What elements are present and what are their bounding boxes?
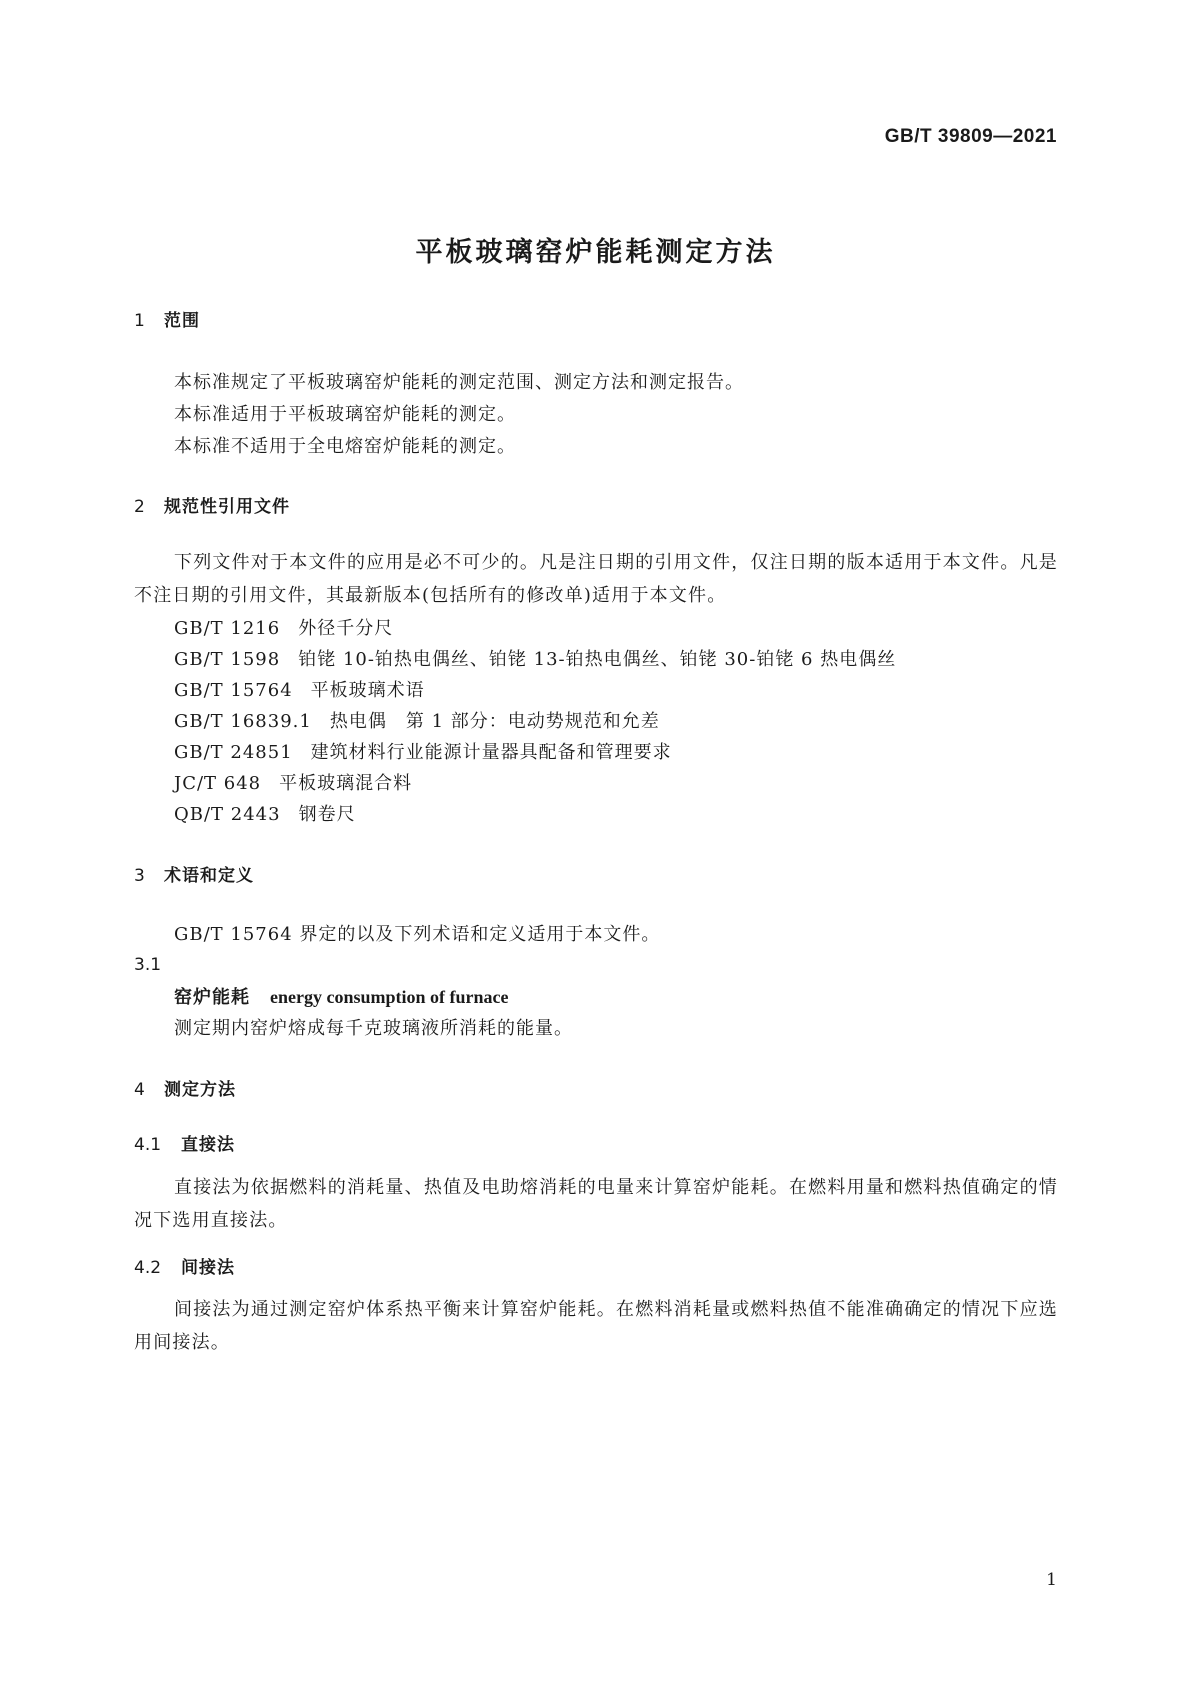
subsection-number: 4.1: [134, 1135, 162, 1155]
reference-item: [174, 800, 356, 826]
reference-code: GB/T 24851: [174, 742, 293, 763]
reference-item: [174, 676, 425, 702]
section-title: 测定方法: [164, 1080, 236, 1100]
term-definition: 测定期内窑炉熔成每千克玻璃液所消耗的能量。: [174, 1018, 573, 1039]
section-number: 3: [134, 866, 145, 886]
reference-item: [174, 707, 660, 733]
term-chinese: 窑炉能耗: [174, 987, 250, 1008]
subsection-number: 4.2: [134, 1258, 162, 1278]
reference-title: 外径千分尺: [298, 618, 394, 639]
reference-title: 平板玻璃混合料: [279, 773, 413, 794]
document-title: 平板玻璃窑炉能耗测定方法: [415, 237, 776, 268]
section-heading-terms: [134, 861, 254, 886]
section-heading-normative: [134, 492, 290, 517]
term-number: 3.1: [134, 955, 162, 975]
section-number: 1: [134, 311, 145, 331]
reference-title: 建筑材料行业能源计量器具配备和管理要求: [310, 742, 672, 763]
subsection-title: 间接法: [181, 1258, 235, 1278]
subsection-title: 直接法: [181, 1135, 235, 1155]
subsection-heading-indirect: [134, 1253, 235, 1278]
term-english: energy consumption of furnace: [270, 987, 509, 1007]
page-number: 1: [1046, 1570, 1057, 1590]
section-heading-scope: [134, 306, 200, 331]
direct-method-text: 直接法为依据燃料的消耗量、热值及电助熔消耗的电量来计算窑炉能耗。在燃料用量和燃料热值确定的情况下选用直接法。: [134, 1177, 1058, 1231]
reference-title: 平板玻璃术语: [310, 680, 425, 701]
reference-item: [174, 738, 672, 764]
section-number: 4: [134, 1080, 145, 1100]
subsection-heading-direct: [134, 1130, 235, 1155]
reference-code: GB/T 16839.1: [174, 711, 312, 732]
section-title: 术语和定义: [164, 866, 254, 886]
scope-paragraph: 本标准不适用于全电熔窑炉能耗的测定。: [174, 436, 516, 457]
reference-item: [174, 614, 393, 640]
section-title: 规范性引用文件: [164, 497, 290, 517]
terms-intro: GB/T 15764 界定的以及下列术语和定义适用于本文件。: [174, 924, 661, 945]
scope-paragraph: 本标准适用于平板玻璃窑炉能耗的测定。: [174, 404, 516, 425]
scope-paragraph: 本标准规定了平板玻璃窑炉能耗的测定范围、测定方法和测定报告。: [174, 372, 744, 393]
reference-code: GB/T 1598: [174, 649, 281, 670]
term-entry: [174, 983, 508, 1009]
section-title: 范围: [164, 311, 200, 331]
reference-title: 铂铑 10-铂热电偶丝、铂铑 13-铂热电偶丝、铂铑 30-铂铑 6 热电偶丝: [298, 649, 897, 670]
section-number: 2: [134, 497, 145, 517]
standard-number: GB/T 39809—2021: [884, 126, 1057, 147]
reference-code: JC/T 648: [174, 773, 262, 794]
reference-item: [174, 645, 896, 671]
reference-code: GB/T 15764: [174, 680, 293, 701]
reference-item: [174, 769, 412, 795]
section-heading-method: [134, 1075, 236, 1100]
reference-title: 钢卷尺: [298, 804, 356, 825]
normative-intro: 下列文件对于本文件的应用是必不可少的。凡是注日期的引用文件，仅注日期的版本适用于本文件。凡是不注日期的引用文件，其最新版本(包括所有的修改单)适用于本文件。: [134, 552, 1058, 606]
reference-title: 热电偶 第 1 部分：电动势规范和允差: [329, 711, 660, 732]
reference-code: QB/T 2443: [174, 804, 281, 825]
reference-code: GB/T 1216: [174, 618, 281, 639]
indirect-method-text: 间接法为通过测定窑炉体系热平衡来计算窑炉能耗。在燃料消耗量或燃料热值不能准确确定的情况下应选用间接法。: [134, 1299, 1058, 1353]
